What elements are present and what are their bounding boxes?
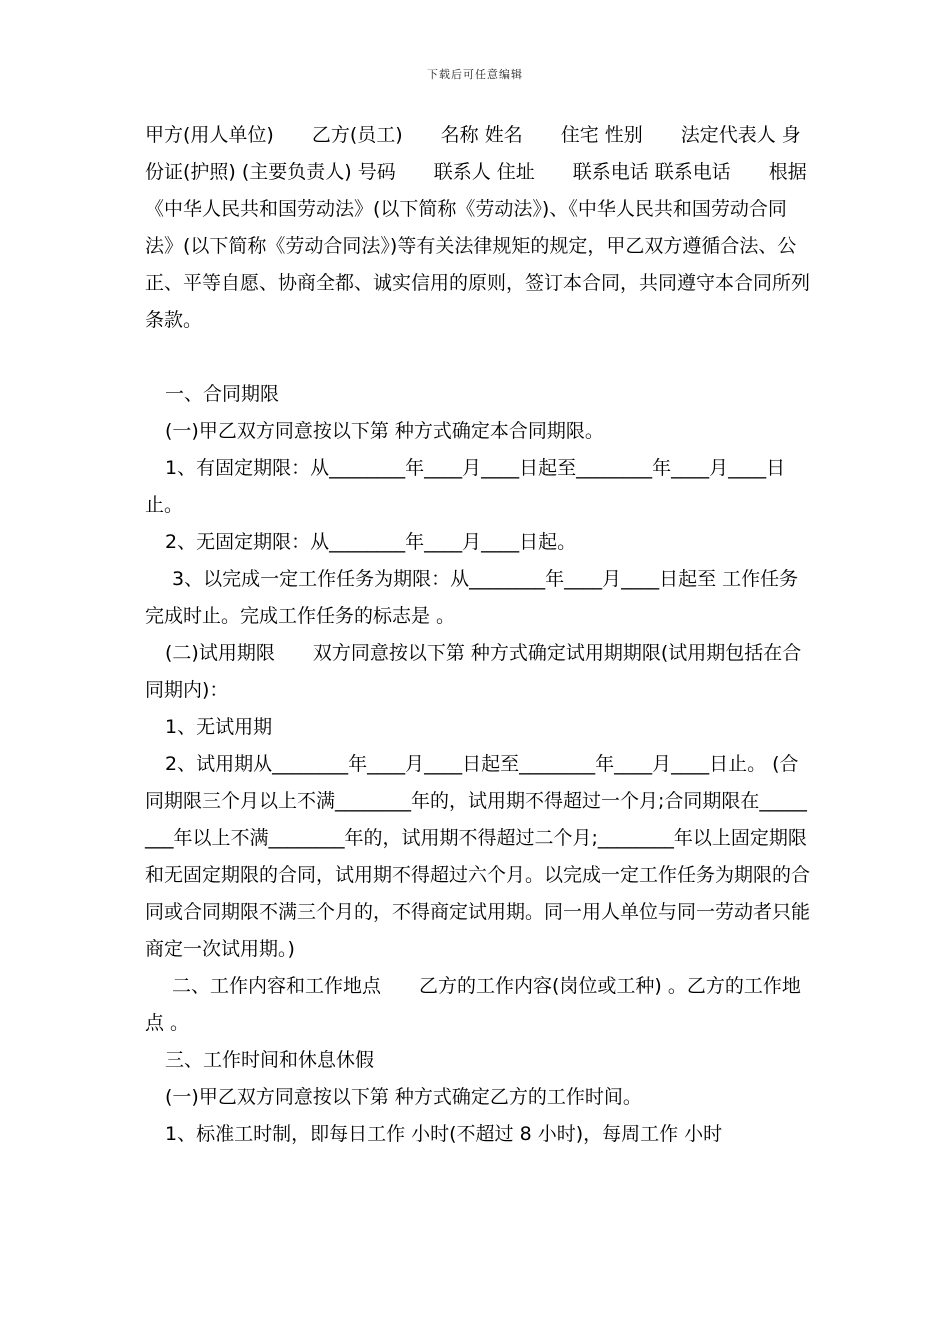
clause-1-a: (一)甲乙双方同意按以下第 种方式确定本合同期限。 bbox=[165, 420, 604, 442]
clause-3-a: (一)甲乙双方同意按以下第 种方式确定乙方的工作时间。 bbox=[165, 1086, 642, 1108]
clause-3-a-1: 1、标准工时制，即每日工作 小时(不超过 8 小时)，每周工作 小时 bbox=[165, 1123, 723, 1145]
section-2: 二、工作内容和工作地点 乙方的工作内容(岗位或工种) 。乙方的工作地点 。 bbox=[145, 975, 801, 1034]
clause-1-a-1: 1、有固定期限：从________年____月____日起至________年____月____日止。 bbox=[145, 457, 786, 516]
clause-1-b-1: 1、无试用期 bbox=[165, 716, 273, 738]
clause-1-a-3: 3、以完成一定工作任务为期限：从________年____月____日起至 工作任务完成时止。完成工作任务的标志是 。 bbox=[145, 568, 799, 627]
document-body bbox=[145, 117, 810, 1153]
section-3-title: 三、工作时间和休息休假 bbox=[165, 1049, 375, 1071]
section-1-title: 一、合同期限 bbox=[165, 383, 280, 405]
blank-line bbox=[145, 339, 810, 376]
clause-1-a-2: 2、无固定期限：从________年____月____日起。 bbox=[165, 531, 577, 553]
page-header: 下载后可任意编辑 bbox=[427, 68, 523, 81]
clause-1-b: (二)试用期限 双方同意按以下第 种方式确定试用期期限(试用期包括在合同期内)： bbox=[145, 642, 802, 701]
clause-1-b-2: 2、试用期从________年____月____日起至________年____月____日止。 (合同期限三个月以上不满________年的，试用期不得超过一个月;合同期限在________年以上不满________年的，试用期不得超过二个月;________年以上固定期限和无固定期限的合同，试用期不得超过六个月。以完成一定工作任务为期限的合同或合同期限不满三个月的，不得商定试用期。同一用人单位与同一劳动者只能商定一次试用期。) bbox=[145, 753, 811, 960]
intro-paragraph: 甲方(用人单位) 乙方(员工) 名称 姓名 住宅 性别 法定代表人 身份证(护照) (主要负责人) 号码 联系人 住址 联系电话 联系电话 根据《中华人民共和国劳动法》(以下简称《劳动法》)、《中华人民共和国劳动合同法》(以下简称《劳动合同法》)等有关法律规矩的规定，甲乙双方遵循合法、公正、平等自愿、协商全都、诚实信用的原则，签订本合同，共同遵守本合同所列条款。 bbox=[145, 124, 811, 331]
